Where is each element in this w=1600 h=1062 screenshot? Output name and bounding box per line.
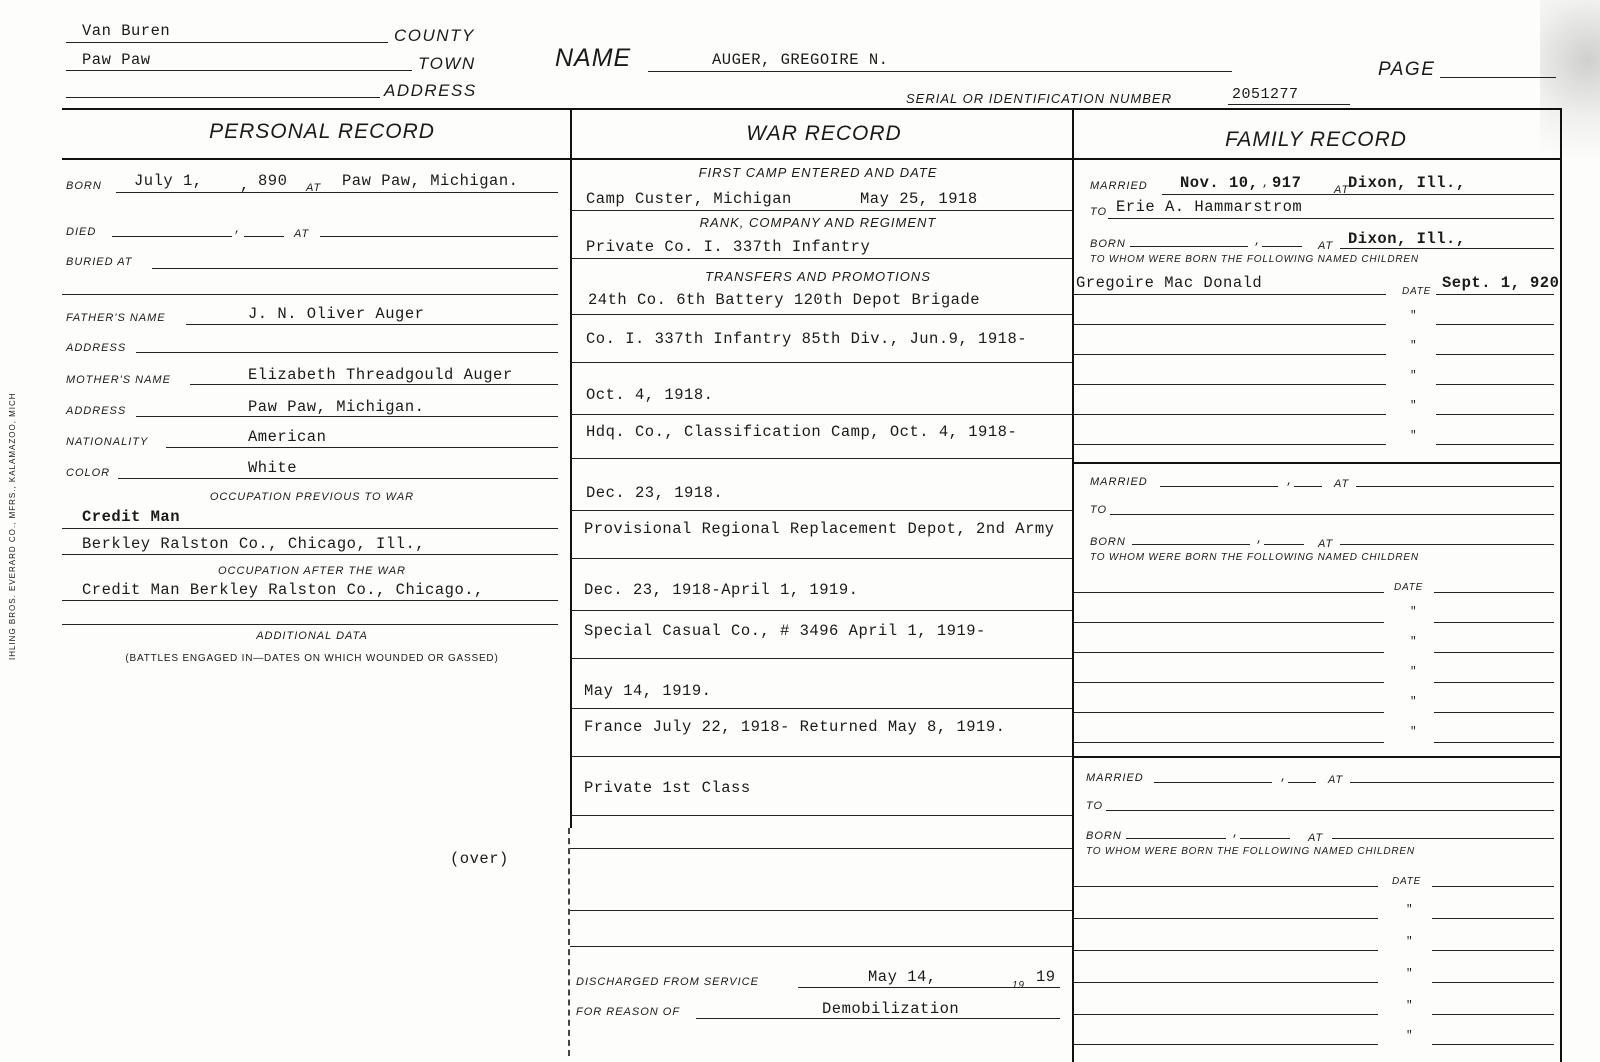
married-3-line-2 — [1288, 782, 1316, 783]
child-2-6-date-line — [1434, 742, 1554, 743]
child-2-4-line — [1074, 682, 1384, 683]
born-1-label: BORN — [1090, 238, 1126, 250]
mother-address-label: ADDRESS — [66, 405, 127, 417]
child-1-1-line — [1074, 294, 1386, 295]
born-3-at-label: AT — [1308, 832, 1324, 844]
father-address-line — [136, 352, 558, 353]
married-1-year: 917 — [1272, 174, 1302, 192]
mother-address-value: Paw Paw, Michigan. — [248, 398, 425, 416]
town-line — [66, 70, 412, 71]
family-heading-rule — [1072, 158, 1560, 160]
born-line — [116, 192, 558, 193]
child-2-5-ditto: " — [1410, 696, 1418, 708]
war-rule-3 — [570, 414, 1072, 415]
serial-value: 2051277 — [1232, 86, 1299, 103]
nationality-line — [166, 447, 558, 448]
reason-value: Demobilization — [822, 1000, 960, 1018]
married-3-at-label: AT — [1328, 774, 1344, 786]
occ-prev-value-2: Berkley Ralston Co., Chicago, Ill., — [82, 535, 426, 553]
nationality-value: American — [248, 428, 327, 446]
color-line — [118, 478, 558, 479]
war-rule-9 — [570, 708, 1072, 709]
child-2-3-date-line — [1434, 652, 1554, 653]
child-1-1-name: Gregoire Mac Donald — [1076, 274, 1263, 292]
married-3-line-3 — [1350, 782, 1554, 783]
died-label: DIED — [66, 226, 97, 238]
born-3-label: BORN — [1086, 830, 1122, 842]
born-1-line-3 — [1340, 248, 1554, 249]
child-1-1-date-label: DATE — [1402, 286, 1432, 297]
occ-after-line-1 — [62, 600, 558, 601]
war-heading-rule — [570, 158, 1072, 160]
married-3-line-1 — [1154, 782, 1272, 783]
paper-scuff — [1540, 0, 1600, 200]
child-3-1-line — [1074, 886, 1378, 887]
child-2-4-ditto: " — [1410, 666, 1418, 678]
transfers-label: TRANSFERS AND PROMOTIONS — [705, 269, 931, 284]
war-line-9: May 14, 1919. — [584, 682, 712, 700]
war-rule-2 — [570, 362, 1072, 363]
discharged-value: May 14, — [868, 968, 937, 986]
married-2-line-2 — [1294, 486, 1322, 487]
child-2-3-ditto: " — [1410, 636, 1418, 648]
child-1-6-date-line — [1436, 444, 1554, 445]
child-1-6-ditto: " — [1410, 430, 1418, 442]
child-2-1-date-line — [1434, 592, 1554, 593]
occ-after-value: Credit Man Berkley Ralston Co., Chicago., — [82, 581, 484, 599]
child-1-2-date-line — [1436, 324, 1554, 325]
mother-line — [190, 384, 558, 385]
child-1-3-date-line — [1436, 354, 1554, 355]
child-1-5-ditto: " — [1410, 400, 1418, 412]
child-1-4-line — [1074, 384, 1386, 385]
born-2-at-label: AT — [1318, 538, 1334, 550]
children-3-label: TO WHOM WERE BORN THE FOLLOWING NAMED CHILDREN — [1086, 846, 1415, 857]
child-2-6-line — [1074, 742, 1384, 743]
born-year: 890 — [258, 172, 288, 190]
war-line-5: Dec. 23, 1918. — [586, 484, 724, 502]
additional-data-sublabel: (BATTLES ENGAGED IN—DATES ON WHICH WOUNDED OR GASSED) — [125, 653, 499, 664]
war-line-3: Oct. 4, 1918. — [586, 386, 714, 404]
war-line-6: Provisional Regional Replacement Depot, 2nd Army — [584, 520, 1055, 538]
war-rule-12 — [570, 848, 1072, 849]
child-1-1-year: 920 — [1530, 274, 1560, 292]
discharged-label: DISCHARGED FROM SERVICE — [576, 976, 759, 988]
child-1-4-date-line — [1436, 384, 1554, 385]
born-2-line-1 — [1132, 544, 1250, 545]
war-rule-10 — [570, 756, 1072, 757]
war-rule-5 — [570, 510, 1072, 511]
buried-line-2 — [62, 294, 558, 295]
printer-imprint: IHLING BROS. EVERARD CO., MFRS., KALAMAZOO, MICH — [8, 392, 17, 660]
born-1-comma: , — [1254, 236, 1262, 248]
married-2-line-1 — [1160, 486, 1278, 487]
divider-personal-war-lower — [568, 828, 570, 1056]
occ-prev-value-1: Credit Man — [82, 508, 181, 526]
war-rule-4 — [570, 458, 1072, 459]
child-3-4-line — [1074, 982, 1378, 983]
married-2-label: MARRIED — [1090, 476, 1148, 488]
war-rule-14 — [570, 946, 1072, 947]
born-3-line-2 — [1240, 838, 1290, 839]
child-3-5-date-line — [1432, 1014, 1554, 1015]
child-2-4-date-line — [1434, 682, 1554, 683]
child-2-1-line — [1074, 592, 1384, 593]
married-2-to-label: TO — [1090, 504, 1108, 516]
died-comma: , — [234, 224, 242, 236]
married-1-comma: , — [1262, 178, 1270, 190]
died-line-1 — [112, 236, 232, 237]
war-line-1: 24th Co. 6th Battery 120th Depot Brigade — [588, 291, 981, 309]
child-2-5-line — [1074, 712, 1384, 713]
war-line-11: Private 1st Class — [584, 779, 751, 797]
frame-top-rule — [62, 108, 1562, 110]
reason-label: FOR REASON OF — [576, 1006, 681, 1018]
child-2-2-ditto: " — [1410, 606, 1418, 618]
married-1-at-label: AT — [1334, 184, 1350, 196]
born-label: BORN — [66, 180, 102, 192]
address-line — [66, 97, 380, 98]
first-camp-label: FIRST CAMP ENTERED AND DATE — [698, 165, 938, 180]
child-3-2-line — [1074, 918, 1378, 919]
born-1-place: Dixon, Ill., — [1348, 230, 1466, 248]
child-2-1-date-label: DATE — [1394, 582, 1424, 593]
child-1-5-line — [1074, 414, 1386, 415]
born-at-label: AT — [306, 182, 322, 194]
occ-prev-label: OCCUPATION PREVIOUS TO WAR — [209, 491, 415, 503]
father-address-label: ADDRESS — [66, 342, 127, 354]
child-3-3-ditto: " — [1406, 936, 1414, 948]
married-3-comma: , — [1280, 772, 1288, 784]
children-2-label: TO WHOM WERE BORN THE FOLLOWING NAMED CHILDREN — [1090, 552, 1419, 563]
discharged-line — [798, 987, 1060, 988]
father-value: J. N. Oliver Auger — [248, 305, 425, 323]
child-3-2-ditto: " — [1406, 904, 1414, 916]
war-line-4: Hdq. Co., Classification Camp, Oct. 4, 1918- — [586, 423, 1018, 441]
married-1-date: Nov. 10, — [1180, 174, 1259, 192]
married-1-place: Dixon, Ill., — [1348, 174, 1466, 192]
child-1-4-ditto: " — [1410, 370, 1418, 382]
reason-line — [696, 1018, 1060, 1019]
family-record-heading: FAMILY RECORD — [1225, 128, 1407, 151]
child-3-6-line — [1074, 1044, 1378, 1045]
war-rule-1 — [570, 314, 1072, 315]
married-3-to-label: TO — [1086, 800, 1104, 812]
frame-right-rule — [1560, 108, 1562, 1062]
born-3-comma: , — [1232, 828, 1240, 840]
town-label: TOWN — [418, 54, 476, 73]
married-1-line — [1162, 194, 1554, 195]
buried-label: BURIED AT — [66, 256, 133, 268]
occ-prev-line-1 — [62, 528, 558, 529]
born-2-comma: , — [1256, 534, 1264, 546]
died-line-3 — [320, 236, 558, 237]
nationality-label: NATIONALITY — [66, 436, 149, 448]
child-3-3-date-line — [1432, 950, 1554, 951]
born-1-line-1 — [1130, 246, 1248, 247]
rank-label: RANK, COMPANY AND REGIMENT — [699, 215, 937, 230]
child-1-2-line — [1074, 324, 1386, 325]
occ-prev-line-2 — [62, 554, 558, 555]
name-value: AUGER, GREGOIRE N. — [712, 51, 889, 69]
married-2-at-label: AT — [1334, 478, 1350, 490]
married-1-to-value: Erie A. Hammarstrom — [1116, 198, 1303, 216]
married-2-line-3 — [1356, 486, 1554, 487]
married-3-label: MARRIED — [1086, 772, 1144, 784]
married-2-comma: , — [1286, 476, 1294, 488]
died-at-label: AT — [294, 228, 310, 240]
child-3-5-line — [1074, 1014, 1378, 1015]
town-value: Paw Paw — [82, 51, 151, 69]
father-label: FATHER'S NAME — [66, 312, 166, 324]
born-place: Paw Paw, Michigan. — [342, 172, 519, 190]
child-1-1-date-line — [1436, 294, 1554, 295]
county-line — [66, 42, 388, 43]
buried-line — [152, 268, 558, 269]
war-rule-13 — [570, 910, 1072, 911]
born-comma: , — [240, 176, 250, 194]
married-3-to-line — [1106, 810, 1554, 811]
serial-line — [1228, 104, 1350, 105]
child-1-6-line — [1074, 444, 1386, 445]
address-label: ADDRESS — [384, 81, 477, 100]
born-2-line-2 — [1264, 544, 1304, 545]
color-value: White — [248, 459, 298, 477]
rank-line — [570, 258, 1072, 259]
name-label: NAME — [555, 44, 632, 72]
child-3-1-date-line — [1432, 886, 1554, 887]
war-record-heading: WAR RECORD — [746, 122, 902, 145]
war-line-8: Special Casual Co., # 3496 April 1, 1919- — [584, 622, 986, 640]
born-1-line-2 — [1262, 246, 1302, 247]
child-3-2-date-line — [1432, 918, 1554, 919]
page-line — [1440, 77, 1556, 78]
occ-after-label: OCCUPATION AFTER THE WAR — [218, 565, 406, 577]
name-line — [648, 71, 1232, 72]
county-label: COUNTY — [394, 26, 475, 45]
serial-label: SERIAL OR IDENTIFICATION NUMBER — [906, 91, 1172, 106]
war-line-2: Co. I. 337th Infantry 85th Div., Jun.9, 1918- — [586, 330, 1028, 348]
first-camp-date: May 25, 1918 — [860, 190, 978, 208]
born-3-line-3 — [1332, 838, 1554, 839]
born-date: July 1, — [134, 172, 203, 190]
child-3-6-ditto: " — [1406, 1030, 1414, 1042]
first-camp-value: Camp Custer, Michigan — [586, 190, 792, 208]
family-rule-2 — [1072, 756, 1560, 758]
child-3-3-line — [1074, 950, 1378, 951]
father-line — [186, 324, 558, 325]
died-line-2 — [244, 236, 284, 237]
page-label: PAGE — [1378, 59, 1436, 80]
war-rule-6 — [570, 558, 1072, 559]
war-line-10: France July 22, 1918- Returned May 8, 1919. — [584, 718, 1006, 736]
child-1-1-date: Sept. 1, — [1442, 274, 1521, 292]
child-2-2-date-line — [1434, 622, 1554, 623]
child-2-5-date-line — [1434, 712, 1554, 713]
married-1-label: MARRIED — [1090, 180, 1148, 192]
child-1-3-line — [1074, 354, 1386, 355]
child-3-4-ditto: " — [1406, 968, 1414, 980]
child-2-3-line — [1074, 652, 1384, 653]
born-1-at-label: AT — [1318, 240, 1334, 252]
rank-value: Private Co. I. 337th Infantry — [586, 238, 871, 256]
war-line-7: Dec. 23, 1918-April 1, 1919. — [584, 581, 859, 599]
discharged-year: 19 — [1036, 968, 1056, 986]
child-2-6-ditto: " — [1410, 726, 1418, 738]
occ-after-line-2 — [62, 624, 558, 625]
mother-address-line — [136, 416, 558, 417]
war-rule-11 — [570, 815, 1072, 816]
child-1-5-date-line — [1436, 414, 1554, 415]
child-3-4-date-line — [1432, 982, 1554, 983]
child-1-3-ditto: " — [1410, 340, 1418, 352]
war-rule-8 — [570, 658, 1072, 659]
personal-record-heading: PERSONAL RECORD — [209, 120, 435, 143]
personal-heading-rule — [62, 158, 570, 160]
born-2-label: BORN — [1090, 536, 1126, 548]
mother-label: MOTHER'S NAME — [66, 374, 171, 386]
first-camp-line — [570, 210, 1072, 211]
discharged-year-prefix: 19 — [1012, 980, 1025, 991]
additional-data-label: ADDITIONAL DATA — [256, 630, 368, 642]
children-1-label: TO WHOM WERE BORN THE FOLLOWING NAMED CHILDREN — [1090, 254, 1419, 265]
mother-value: Elizabeth Threadgould Auger — [248, 366, 513, 384]
born-2-line-3 — [1340, 544, 1554, 545]
married-1-to-line — [1108, 218, 1554, 219]
married-2-to-line — [1110, 514, 1554, 515]
over-note: (over) — [450, 850, 509, 868]
child-1-2-ditto: " — [1410, 310, 1418, 322]
married-1-to-label: TO — [1090, 206, 1108, 218]
born-3-line-1 — [1126, 838, 1226, 839]
child-3-1-date-label: DATE — [1392, 876, 1422, 887]
family-rule-1 — [1072, 462, 1560, 464]
color-label: COLOR — [66, 467, 111, 479]
child-3-5-ditto: " — [1406, 1000, 1414, 1012]
child-3-6-date-line — [1432, 1044, 1554, 1045]
divider-personal-war — [570, 108, 572, 828]
child-2-2-line — [1074, 622, 1384, 623]
war-rule-7 — [570, 610, 1072, 611]
county-value: Van Buren — [82, 22, 171, 40]
